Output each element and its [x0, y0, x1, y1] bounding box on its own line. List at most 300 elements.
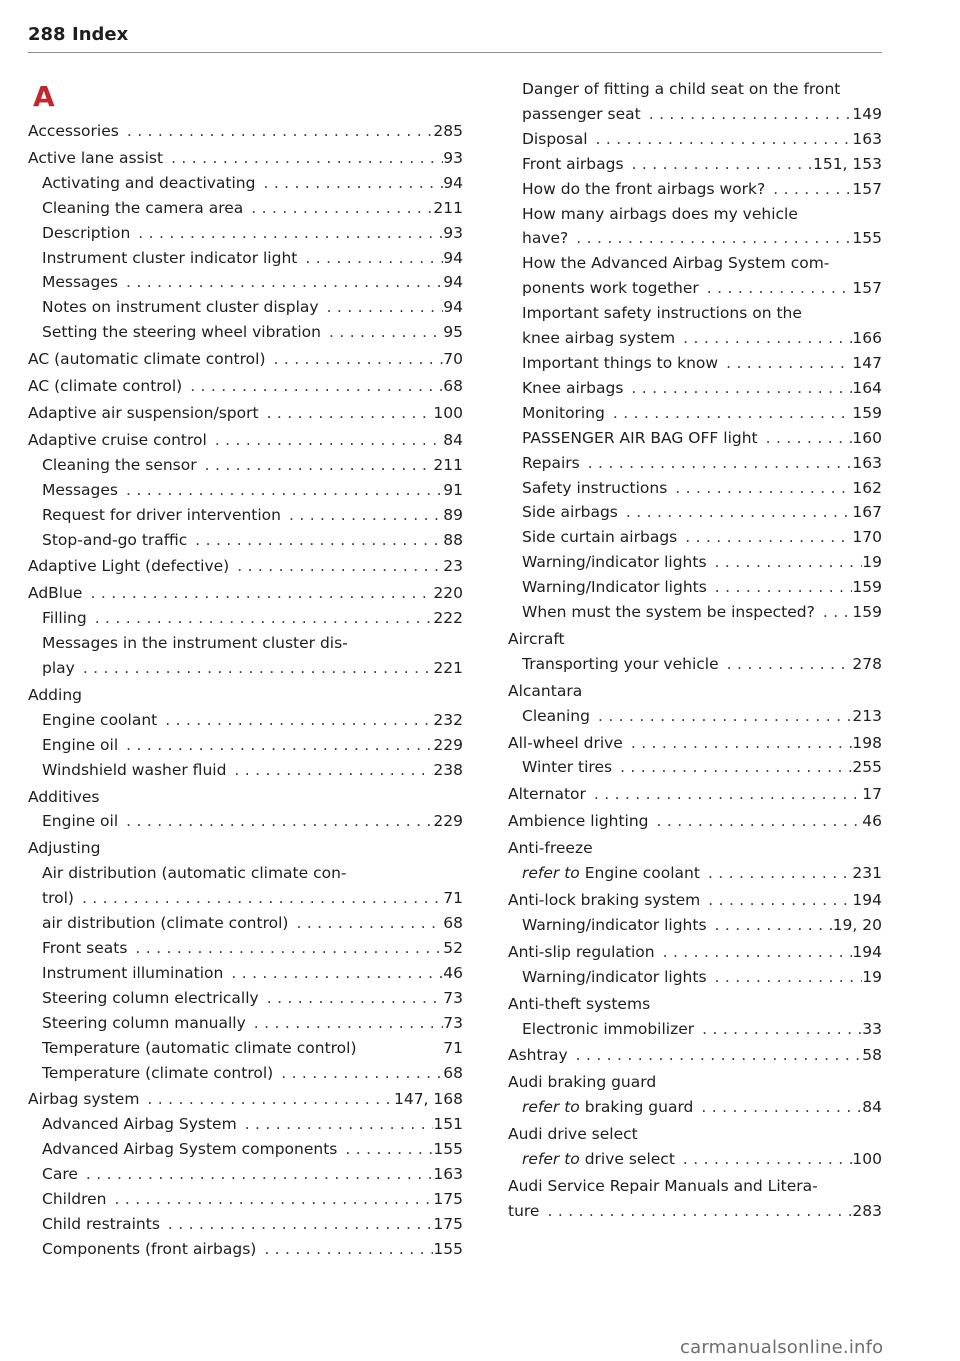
index-entry-term: PASSENGER AIR BAG OFF light — [522, 428, 758, 447]
page-reference: 157 — [852, 279, 882, 298]
index-entry — [508, 251, 882, 276]
index-entry-term: Alcantara — [508, 681, 583, 700]
page-reference: 46 — [443, 963, 463, 982]
page-reference: 147 — [852, 353, 882, 372]
page-reference: 68 — [443, 1063, 463, 1082]
index-entry-term: Important things to know — [522, 353, 719, 372]
dot-leader — [622, 500, 853, 525]
index-entry — [28, 1162, 463, 1187]
page-reference: 151 — [433, 1115, 463, 1134]
dot-leader — [697, 1095, 862, 1120]
index-entry-term: Engine coolant — [42, 710, 158, 729]
index-entry-term: Anti-freeze — [508, 839, 593, 858]
index-entry — [508, 152, 882, 177]
dot-leader — [263, 401, 434, 426]
dot-leader — [627, 376, 852, 401]
index-entry-term: knee airbag system — [522, 329, 676, 348]
index-entry-term: Danger of fitting a child seat on the front — [522, 80, 841, 98]
index-entry — [28, 809, 463, 834]
index-entry — [508, 401, 882, 426]
index-entry — [28, 196, 463, 221]
index-entry-term: Advanced Airbag System components — [42, 1140, 338, 1159]
index-entry-term: Aircraft — [508, 629, 565, 648]
index-entry — [28, 246, 463, 271]
watermark: carmanualsonline.info — [680, 1337, 884, 1358]
index-entry-term: Description — [42, 223, 131, 242]
index-entry — [508, 652, 882, 677]
index-entry — [28, 320, 463, 345]
dot-leader — [233, 554, 443, 579]
index-entry — [508, 1147, 882, 1172]
index-entry — [508, 1043, 882, 1068]
index-entry — [28, 785, 463, 810]
dot-leader — [659, 940, 853, 965]
page-reference: 19 — [862, 553, 882, 572]
index-entry — [28, 528, 463, 553]
dot-leader — [131, 936, 443, 961]
index-entry-term: Front seats — [42, 939, 128, 957]
page-reference: 46 — [862, 812, 882, 831]
index-entry — [28, 146, 463, 171]
page-reference: 33 — [862, 1019, 882, 1038]
page-reference: 58 — [862, 1046, 882, 1065]
dot-leader — [191, 528, 443, 553]
index-entry-term: Child restraints — [42, 1214, 160, 1233]
index-entry — [508, 550, 882, 575]
index-entry-term: Windshield washer fluid — [42, 760, 227, 779]
page-reference: 221 — [433, 659, 463, 678]
index-entry — [28, 347, 463, 372]
dot-leader — [698, 1017, 862, 1042]
index-entry — [508, 940, 882, 965]
index-entry-term: AdBlue — [28, 584, 83, 603]
dot-leader — [79, 656, 434, 681]
dot-leader — [211, 428, 443, 453]
index-entry-term: refer to Engine coolant — [522, 864, 700, 883]
index-entry — [28, 606, 463, 631]
index-entry-term: Adjusting — [28, 839, 101, 858]
index-entry-term: Active lane assist — [28, 148, 164, 167]
refer-to-label: refer to — [522, 1150, 580, 1169]
index-entry — [508, 426, 882, 451]
index-entry-term: Warning/indicator lights — [522, 967, 707, 986]
index-entry — [28, 1087, 463, 1112]
index-entry — [508, 965, 882, 990]
index-entry-term: Stop-and-go traffic — [42, 530, 188, 549]
index-entry — [508, 525, 882, 550]
index-entry — [28, 1036, 463, 1061]
index-entry-term: Air distribution (automatic climate con- — [42, 864, 347, 883]
index-entry-term: ture — [508, 1201, 540, 1220]
index-entry — [508, 202, 882, 227]
page-reference: 149 — [852, 104, 882, 123]
dot-leader — [722, 351, 852, 376]
index-entry — [508, 888, 882, 913]
page-reference: 73 — [443, 1013, 463, 1032]
dot-leader — [122, 733, 433, 758]
page-reference: 155 — [433, 1140, 463, 1159]
index-entry-term: play — [42, 659, 75, 678]
index-entry-term: When must the system be inspected? — [522, 603, 815, 622]
dot-leader — [186, 374, 443, 399]
index-entry-term: Knee airbags — [522, 378, 624, 397]
dot-leader — [711, 965, 863, 990]
index-entry — [28, 631, 463, 656]
index-entry-term: Anti-theft systems — [508, 994, 651, 1013]
index-entry-term: Warning/Indicator lights — [522, 578, 707, 597]
dot-leader — [285, 503, 443, 528]
page-reference: 163 — [852, 129, 882, 148]
page-reference: 157 — [852, 179, 882, 198]
index-entry — [508, 913, 882, 938]
page-reference: 211 — [433, 455, 463, 474]
page-reference: 151, 153 — [812, 154, 882, 173]
index-entry-term: All-wheel drive — [508, 733, 623, 752]
page-reference: 255 — [852, 758, 882, 777]
index-entry — [508, 351, 882, 376]
index-entry-term: ponents work together — [522, 279, 699, 298]
index-entry-term: Winter tires — [522, 758, 613, 777]
index-entry-term: passenger seat — [522, 104, 641, 123]
index-entry — [508, 1174, 882, 1199]
index-entry-term: Side curtain airbags — [522, 528, 678, 547]
index-entry — [508, 1095, 882, 1120]
dot-leader — [584, 451, 853, 476]
dot-leader — [653, 809, 863, 834]
index-entry — [508, 1199, 882, 1224]
dot-leader — [594, 704, 852, 729]
index-entry — [28, 708, 463, 733]
index-entry — [28, 758, 463, 783]
dot-leader — [301, 246, 443, 271]
index-entry-term: Instrument cluster indicator light — [42, 248, 298, 267]
index-entry-term: Anti-lock braking system — [508, 891, 701, 909]
page-reference: 88 — [443, 530, 463, 549]
index-entry-term: Messages in the instrument cluster dis- — [42, 634, 348, 653]
page-reference: 94 — [443, 248, 463, 267]
index-entry — [28, 503, 463, 528]
index-entry-term: Activating and deactivating — [42, 173, 256, 192]
index-entry-term: Monitoring — [522, 403, 605, 422]
dot-leader — [134, 221, 443, 246]
refer-to-label: refer to — [522, 864, 580, 883]
dot-leader — [711, 913, 833, 938]
index-entry-term: Messages — [42, 480, 119, 499]
page-reference: 283 — [852, 1201, 882, 1220]
index-entry-term: Steering column electrically — [42, 988, 259, 1007]
dot-leader — [167, 146, 443, 171]
index-entry — [508, 276, 882, 301]
index-entry-term: Cleaning the camera area — [42, 198, 244, 217]
index-entry-term: Anti-slip regulation — [508, 942, 655, 961]
dot-leader — [819, 600, 853, 625]
page-reference: 94 — [443, 273, 463, 292]
index-entry — [28, 554, 463, 579]
index-entry — [28, 1137, 463, 1162]
dot-leader — [161, 708, 433, 733]
page-header — [28, 24, 882, 52]
page-reference: 222 — [433, 609, 463, 628]
page-reference: 19 — [862, 967, 882, 986]
index-entry-term: trol) — [42, 889, 74, 908]
index-entry — [28, 428, 463, 453]
index-entry-term: Children — [42, 1190, 107, 1209]
dot-leader — [78, 886, 443, 911]
page-reference: 163 — [852, 453, 882, 472]
index-entry — [508, 731, 882, 756]
index-entry — [508, 476, 882, 501]
index-entry-term: Notes on instrument cluster display — [42, 298, 319, 317]
index-entry-term: Advanced Airbag System — [42, 1115, 237, 1134]
dot-leader — [86, 581, 433, 606]
page-reference: 229 — [433, 735, 463, 754]
dot-leader — [543, 1199, 852, 1224]
dot-leader — [122, 809, 433, 834]
page-reference: 84 — [862, 1098, 882, 1117]
dot-leader — [628, 152, 813, 177]
index-entry — [508, 1122, 882, 1147]
page-reference: 73 — [443, 988, 463, 1007]
refer-to-label: refer to — [522, 1098, 580, 1117]
index-entry — [28, 886, 463, 911]
page-reference: 194 — [852, 891, 882, 909]
index-entry — [28, 1187, 463, 1212]
index-entry-term: Electronic immobilizer — [522, 1019, 695, 1038]
index-entry — [28, 733, 463, 758]
dot-leader — [616, 755, 852, 780]
index-entry-term: Temperature (climate control) — [42, 1063, 274, 1082]
dot-leader — [230, 758, 433, 783]
dot-leader — [247, 196, 433, 221]
index-column-right — [508, 77, 882, 1224]
page-number: 288 — [28, 24, 66, 45]
index-entry — [508, 326, 882, 351]
index-entry — [28, 1212, 463, 1237]
page-reference: 194 — [852, 942, 882, 961]
index-entry-term: Important safety instructions on the — [522, 304, 802, 323]
index-entry-term: Filling — [42, 609, 87, 628]
page-reference: 23 — [443, 557, 463, 576]
index-entry — [508, 500, 882, 525]
index-entry-term: Audi braking guard — [508, 1073, 657, 1092]
dot-leader — [227, 961, 443, 986]
dot-leader — [704, 861, 852, 886]
index-entry — [28, 683, 463, 708]
page-reference: 164 — [852, 378, 882, 397]
index-entry — [28, 836, 463, 861]
page-reference: 175 — [433, 1214, 463, 1233]
index-entry — [28, 861, 463, 886]
index-entry — [508, 836, 882, 861]
page-reference: 84 — [443, 430, 463, 449]
index-entry — [28, 986, 463, 1011]
index-entry — [508, 127, 882, 152]
dot-leader — [260, 1237, 433, 1262]
index-entry — [508, 226, 882, 251]
page-reference: 162 — [852, 478, 882, 497]
index-entry — [508, 992, 882, 1017]
header-divider — [28, 52, 882, 53]
index-entry — [508, 627, 882, 652]
index-entry-term: How many airbags does my vehicle — [522, 204, 798, 223]
dot-leader — [590, 782, 862, 807]
dot-leader — [250, 1011, 443, 1036]
page-reference: 198 — [852, 733, 882, 752]
page-reference: 155 — [433, 1239, 463, 1258]
page-reference: 213 — [852, 706, 882, 725]
index-entry-term: Alternator — [508, 785, 586, 804]
page-reference: 70 — [443, 350, 463, 369]
index-entry — [28, 911, 463, 936]
index-entry-term: Care — [42, 1165, 78, 1184]
dot-leader — [711, 550, 863, 575]
dot-leader — [609, 401, 853, 426]
dot-leader — [704, 888, 852, 913]
dot-leader — [323, 295, 444, 320]
index-entry — [28, 961, 463, 986]
page-reference: 93 — [443, 223, 463, 242]
dot-leader — [572, 1043, 863, 1068]
dot-leader — [123, 119, 434, 144]
index-entry-term: Cleaning the sensor — [42, 455, 197, 474]
index-entry — [508, 861, 882, 886]
index-entry-term: Steering column manually — [42, 1013, 246, 1032]
dot-leader — [122, 478, 443, 503]
index-entry-term: Airbag system — [28, 1090, 140, 1109]
dot-leader — [263, 986, 444, 1011]
index-entry-term: AC (climate control) — [28, 377, 183, 396]
dot-leader — [270, 347, 444, 372]
page-reference: 231 — [852, 864, 882, 883]
index-entry — [28, 656, 463, 681]
index-entry — [508, 782, 882, 807]
dot-leader — [711, 575, 853, 600]
dot-leader — [164, 1212, 434, 1237]
index-entry-term: Audi drive select — [508, 1125, 638, 1144]
index-entry-term: Setting the steering wheel vibration — [42, 323, 321, 342]
index-entry-term: Disposal — [522, 129, 588, 148]
dot-leader — [111, 1187, 434, 1212]
index-entry-term: refer to drive select — [522, 1150, 675, 1169]
index-entry — [508, 809, 882, 834]
index-entry-term: Audi Service Repair Manuals and Litera- — [508, 1176, 818, 1195]
dot-leader — [572, 226, 852, 251]
dot-leader — [259, 171, 443, 196]
index-entry-term: Transporting your vehicle — [522, 654, 719, 673]
dot-leader — [645, 102, 853, 127]
dot-leader — [671, 476, 852, 501]
index-entry — [508, 376, 882, 401]
index-entry — [508, 177, 882, 202]
page-reference: 68 — [443, 377, 463, 396]
index-entry — [28, 1237, 463, 1262]
index-entry — [508, 1070, 882, 1095]
dot-leader — [341, 1137, 433, 1162]
index-entry — [28, 581, 463, 606]
page-reference: 68 — [443, 914, 463, 933]
index-entry-term: Messages — [42, 273, 119, 292]
dot-leader — [679, 326, 852, 351]
page-reference: 232 — [433, 710, 463, 729]
dot-leader — [91, 606, 434, 631]
index-entry — [28, 171, 463, 196]
index-entry-term: How the Advanced Airbag System com- — [522, 254, 830, 273]
page-reference: 285 — [433, 122, 463, 140]
index-entry-term: air distribution (climate control) — [42, 914, 289, 933]
page-reference: 71 — [443, 889, 463, 908]
page-reference: 166 — [852, 329, 882, 348]
index-entry-term: Warning/indicator lights — [522, 915, 707, 934]
index-entry — [508, 1017, 882, 1042]
index-entry-term: How do the front airbags work? — [522, 179, 766, 198]
dot-leader — [723, 652, 853, 677]
dot-leader — [627, 731, 853, 756]
page-reference: 155 — [852, 229, 882, 248]
dot-leader — [325, 320, 443, 345]
page-reference: 175 — [433, 1190, 463, 1209]
page-reference: 100 — [433, 403, 463, 422]
index-entry-term: Safety instructions — [522, 478, 668, 497]
index-entry — [28, 936, 463, 961]
index-entry-term: Adaptive cruise control — [28, 430, 207, 449]
index-entry-term: Adaptive air suspension/sport — [28, 403, 259, 422]
index-entry — [508, 575, 882, 600]
page-reference: 100 — [852, 1150, 882, 1169]
page-reference: 160 — [852, 428, 882, 447]
dot-leader — [769, 177, 852, 202]
index-entry — [508, 77, 882, 102]
page-reference: 229 — [433, 812, 463, 831]
index-entry — [508, 755, 882, 780]
page-reference: 278 — [852, 654, 882, 673]
page-reference: 238 — [433, 760, 463, 779]
page-reference: 163 — [433, 1165, 463, 1184]
index-entry-term: Repairs — [522, 453, 580, 472]
page-reference: 91 — [443, 480, 463, 499]
page-reference: 147, 168 — [393, 1090, 463, 1109]
index-entry — [508, 600, 882, 625]
dot-leader — [277, 1061, 443, 1086]
index-entry-term: Front airbags — [522, 154, 624, 173]
index-entry — [28, 270, 463, 295]
dot-leader — [679, 1147, 852, 1172]
dot-leader — [681, 525, 852, 550]
index-entry-term: Engine oil — [42, 735, 119, 754]
page-reference: 52 — [443, 939, 463, 957]
index-entry — [508, 301, 882, 326]
index-entry — [508, 102, 882, 127]
page-reference: 93 — [443, 148, 463, 167]
index-entry — [508, 679, 882, 704]
dot-leader — [122, 270, 443, 295]
index-entry-term: refer to braking guard — [522, 1098, 694, 1117]
page-reference: 95 — [443, 323, 463, 342]
index-entry-term: Additives — [28, 787, 100, 806]
dot-leader — [201, 453, 434, 478]
page-reference: 17 — [862, 785, 882, 804]
dot-leader — [703, 276, 853, 301]
index-entry — [28, 119, 463, 144]
index-entry — [28, 453, 463, 478]
index-entry-term: have? — [522, 229, 569, 248]
index-entry — [28, 1061, 463, 1086]
index-entry-term: Adaptive Light (defective) — [28, 557, 230, 576]
dot-leader — [762, 426, 853, 451]
index-entry — [28, 1011, 463, 1036]
page-reference: 159 — [852, 578, 882, 597]
index-entry-term: Ambience lighting — [508, 812, 649, 831]
index-entry-term: Temperature (automatic climate control) — [42, 1038, 357, 1057]
